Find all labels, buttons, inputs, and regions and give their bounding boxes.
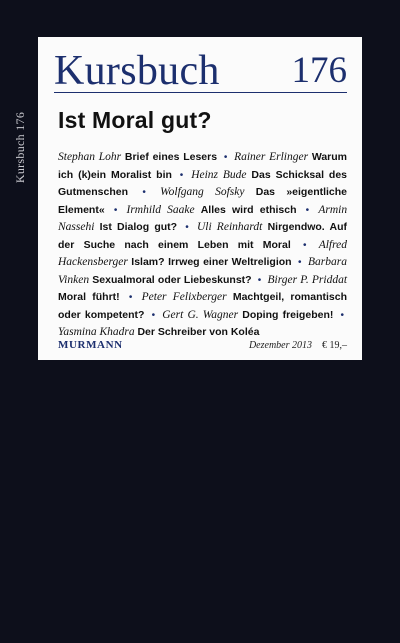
issue-meta xyxy=(249,340,347,351)
issue-price: € 19,– xyxy=(322,340,347,351)
toc-article-title: Doping freigeben! xyxy=(242,308,334,321)
toc-author: Alfred Hackensberger xyxy=(58,238,348,268)
issue-date: Dezember 2013 xyxy=(248,340,312,351)
toc-article-title: Islam? Irrweg einer Weltreligion xyxy=(131,256,292,268)
toc-article-title: Der Schreiber von Koléa xyxy=(137,326,260,338)
toc-article-title: Brief eines Lesers xyxy=(124,151,218,163)
toc-separator: • xyxy=(223,152,228,163)
toc-author: Heinz Bude xyxy=(191,168,247,181)
toc-separator: • xyxy=(113,204,118,216)
issue-number: 176 xyxy=(291,50,347,91)
toc-article-title: Warum ich (k)ein Moralist bin xyxy=(58,151,348,181)
table-of-contents xyxy=(58,149,347,341)
toc-article-title: Das Schicksal des Gutmenschen xyxy=(58,168,348,198)
toc-separator: • xyxy=(305,204,310,216)
toc-author: Rainer Erlinger xyxy=(234,151,309,163)
toc-author: Gert G. Wagner xyxy=(162,308,239,321)
toc-separator: • xyxy=(128,292,133,303)
toc-author: Uli Reinhardt xyxy=(196,221,263,233)
publisher-name: MURMANN xyxy=(58,339,123,351)
toc-separator: • xyxy=(185,222,189,233)
toc-article-title: Nirgendwo. Auf der Suche nach einem Leben mit Moral xyxy=(58,221,348,251)
spine-text: Kursbuch 176 xyxy=(13,111,28,183)
toc-article-title: Sexualmoral oder Liebeskunst? xyxy=(92,273,252,286)
brand-name: Kursbuch xyxy=(54,48,220,94)
cover-footer xyxy=(58,339,347,351)
toc-separator: • xyxy=(151,309,156,321)
toc-article-title: Alles wird ethisch xyxy=(200,203,297,216)
toc-separator: • xyxy=(142,187,146,198)
toc-article-title: Machtgeil, romantisch oder kompetent? xyxy=(58,291,348,321)
toc-separator: • xyxy=(340,309,345,321)
issue-title: Ist Moral gut? xyxy=(58,107,212,133)
toc-article-title: Das »eigentliche Element« xyxy=(58,186,348,216)
toc-author: Peter Felixberger xyxy=(141,291,227,303)
toc-author: Stephan Lohr xyxy=(58,151,122,163)
toc-article-title: Ist Dialog gut? xyxy=(99,221,178,233)
toc-separator: • xyxy=(257,274,262,286)
toc-separator: • xyxy=(298,257,302,268)
toc-separator: • xyxy=(179,169,184,181)
spine-label xyxy=(9,92,33,202)
masthead xyxy=(54,37,347,93)
toc-author: Barbara Vinken xyxy=(58,256,348,286)
toc-author: Wolfgang Sofsky xyxy=(160,186,245,198)
toc-author: Birger P. Priddat xyxy=(267,273,348,286)
toc-author: Yasmina Khadra xyxy=(58,326,135,338)
toc-author: Armin Nassehi xyxy=(58,203,348,233)
toc-separator: • xyxy=(302,239,307,251)
cover-panel xyxy=(38,37,362,360)
toc-article-title: Moral führt! xyxy=(58,291,120,303)
toc-author: Irmhild Saake xyxy=(126,203,195,216)
